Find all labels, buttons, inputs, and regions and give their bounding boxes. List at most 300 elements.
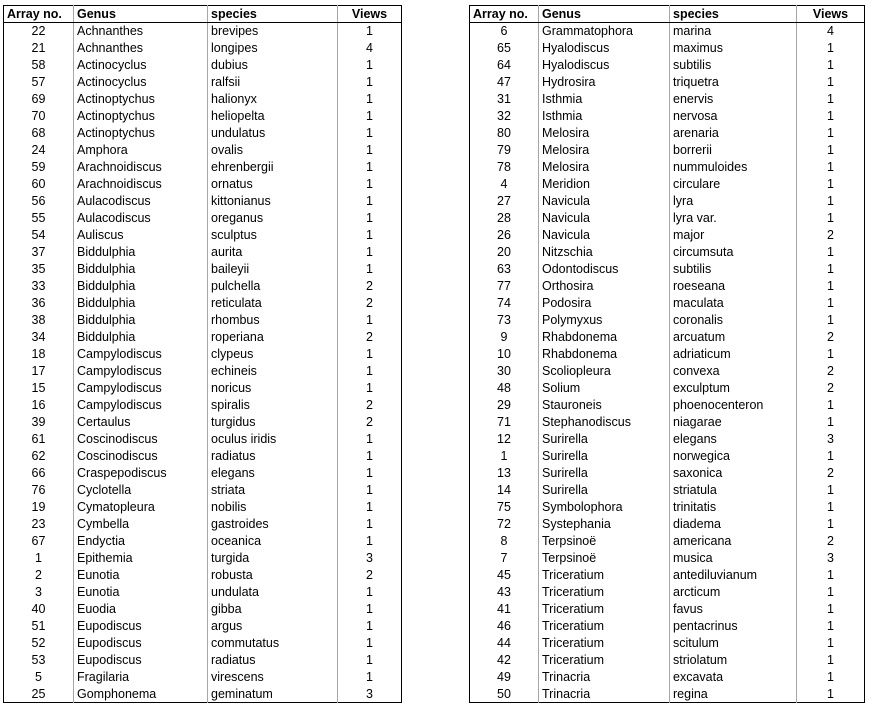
cell-views[interactable]: 1	[338, 482, 402, 499]
cell-views[interactable]: 2	[797, 380, 865, 397]
cell-species[interactable]: echineis	[208, 363, 338, 380]
cell-views[interactable]: 2	[338, 329, 402, 346]
cell-array-no[interactable]: 18	[31, 347, 46, 361]
cell-species[interactable]: elegans	[670, 431, 797, 448]
cell-array-no[interactable]: 22	[31, 24, 46, 39]
cell-genus[interactable]: Navicula	[539, 193, 670, 210]
cell-genus[interactable]: Surirella	[539, 482, 670, 499]
cell-array-no[interactable]: 23	[31, 517, 46, 531]
cell-species[interactable]: longipes	[208, 40, 338, 57]
cell-views[interactable]: 1	[338, 227, 402, 244]
cell-array-no[interactable]: 1	[35, 551, 42, 565]
cell-array-no[interactable]: 53	[31, 653, 46, 667]
cell-array-no[interactable]: 29	[497, 398, 511, 412]
cell-species[interactable]: oculus iridis	[208, 431, 338, 448]
cell-views[interactable]: 1	[338, 516, 402, 533]
cell-genus[interactable]: Arachnoidiscus	[74, 176, 208, 193]
cell-species[interactable]: ehrenbergii	[208, 159, 338, 176]
cell-genus[interactable]: Endyctia	[74, 533, 208, 550]
cell-array-no[interactable]: 59	[31, 160, 46, 174]
cell-views[interactable]: 1	[338, 193, 402, 210]
cell-species[interactable]: phoenocenteron	[670, 397, 797, 414]
cell-array-no[interactable]: 14	[497, 483, 511, 497]
cell-species[interactable]: enervis	[670, 91, 797, 108]
cell-species[interactable]: roeseana	[670, 278, 797, 295]
cell-views[interactable]: 1	[797, 346, 865, 363]
cell-genus[interactable]: Campylodiscus	[74, 397, 208, 414]
cell-views[interactable]: 1	[797, 635, 865, 652]
cell-species[interactable]: nummuloides	[670, 159, 797, 176]
cell-species[interactable]: borrerii	[670, 142, 797, 159]
cell-species[interactable]: favus	[670, 601, 797, 618]
cell-views[interactable]: 1	[338, 74, 402, 91]
cell-array-no[interactable]: 25	[31, 686, 46, 701]
cell-views[interactable]: 3	[797, 550, 865, 567]
cell-species[interactable]: elegans	[208, 465, 338, 482]
cell-views[interactable]: 1	[338, 91, 402, 108]
cell-species[interactable]: striata	[208, 482, 338, 499]
cell-views[interactable]: 1	[338, 448, 402, 465]
cell-array-no[interactable]: 45	[497, 568, 511, 582]
cell-views[interactable]: 1	[797, 397, 865, 414]
cell-species[interactable]: kittonianus	[208, 193, 338, 210]
cell-array-no[interactable]: 30	[497, 364, 511, 378]
cell-views[interactable]: 1	[338, 346, 402, 363]
cell-views[interactable]: 1	[338, 159, 402, 176]
cell-array-no[interactable]: 21	[31, 41, 46, 55]
cell-array-no[interactable]: 32	[497, 109, 511, 123]
cell-species[interactable]: noricus	[208, 380, 338, 397]
cell-genus[interactable]: Rhabdonema	[539, 346, 670, 363]
cell-genus[interactable]: Stauroneis	[539, 397, 670, 414]
cell-species[interactable]: oreganus	[208, 210, 338, 227]
cell-array-no[interactable]: 6	[500, 24, 508, 39]
cell-genus[interactable]: Cymatopleura	[74, 499, 208, 516]
cell-genus[interactable]: Melosira	[539, 125, 670, 142]
cell-views[interactable]: 1	[797, 669, 865, 686]
cell-array-no[interactable]: 28	[497, 211, 511, 225]
cell-array-no[interactable]: 78	[497, 160, 511, 174]
cell-array-no[interactable]: 77	[497, 279, 511, 293]
cell-species[interactable]: trinitatis	[670, 499, 797, 516]
cell-genus[interactable]: Cymbella	[74, 516, 208, 533]
cell-genus[interactable]: Symbolophora	[539, 499, 670, 516]
cell-array-no[interactable]: 61	[31, 432, 46, 446]
cell-genus[interactable]: Biddulphia	[74, 295, 208, 312]
cell-species[interactable]: coronalis	[670, 312, 797, 329]
cell-species[interactable]: heliopelta	[208, 108, 338, 125]
cell-species[interactable]: musica	[670, 550, 797, 567]
cell-species[interactable]: convexa	[670, 363, 797, 380]
cell-genus[interactable]: Gomphonema	[74, 686, 208, 703]
cell-species[interactable]: niagarae	[670, 414, 797, 431]
header-species[interactable]: species	[208, 6, 338, 23]
cell-species[interactable]: arenaria	[670, 125, 797, 142]
cell-views[interactable]: 2	[338, 567, 402, 584]
cell-species[interactable]: gibba	[208, 601, 338, 618]
cell-array-no[interactable]: 79	[497, 143, 511, 157]
cell-views[interactable]: 1	[338, 142, 402, 159]
cell-genus[interactable]: Melosira	[539, 142, 670, 159]
cell-species[interactable]: clypeus	[208, 346, 338, 363]
cell-genus[interactable]: Campylodiscus	[74, 346, 208, 363]
cell-array-no[interactable]: 72	[497, 517, 511, 531]
cell-views[interactable]: 1	[338, 499, 402, 516]
cell-genus[interactable]: Meridion	[539, 176, 670, 193]
cell-views[interactable]: 3	[338, 550, 402, 567]
cell-array-no[interactable]: 55	[31, 211, 46, 225]
cell-views[interactable]: 2	[338, 397, 402, 414]
header-genus[interactable]: Genus	[539, 6, 670, 23]
cell-species[interactable]: rhombus	[208, 312, 338, 329]
cell-genus[interactable]: Biddulphia	[74, 244, 208, 261]
cell-views[interactable]: 1	[338, 669, 402, 686]
cell-array-no[interactable]: 3	[35, 585, 42, 599]
cell-views[interactable]: 1	[797, 244, 865, 261]
cell-genus[interactable]: Campylodiscus	[74, 380, 208, 397]
cell-array-no[interactable]: 80	[497, 126, 511, 140]
cell-genus[interactable]: Aulacodiscus	[74, 210, 208, 227]
cell-species[interactable]: oceanica	[208, 533, 338, 550]
cell-species[interactable]: exculptum	[670, 380, 797, 397]
cell-views[interactable]: 1	[338, 601, 402, 618]
cell-array-no[interactable]: 54	[31, 228, 46, 242]
cell-species[interactable]: ralfsii	[208, 74, 338, 91]
cell-species[interactable]: brevipes	[208, 23, 338, 40]
header-views[interactable]: Views	[338, 6, 402, 23]
cell-genus[interactable]: Actinocyclus	[74, 74, 208, 91]
cell-species[interactable]: americana	[670, 533, 797, 550]
cell-array-no[interactable]: 49	[497, 670, 511, 684]
cell-views[interactable]: 1	[338, 635, 402, 652]
cell-species[interactable]: pulchella	[208, 278, 338, 295]
cell-genus[interactable]: Arachnoidiscus	[74, 159, 208, 176]
cell-genus[interactable]: Isthmia	[539, 91, 670, 108]
cell-views[interactable]: 1	[797, 686, 865, 703]
cell-views[interactable]: 1	[797, 210, 865, 227]
cell-species[interactable]: subtilis	[670, 261, 797, 278]
cell-views[interactable]: 1	[797, 448, 865, 465]
cell-species[interactable]: striolatum	[670, 652, 797, 669]
cell-array-no[interactable]: 75	[497, 500, 511, 514]
cell-species[interactable]: radiatus	[208, 448, 338, 465]
cell-genus[interactable]: Triceratium	[539, 652, 670, 669]
cell-array-no[interactable]: 8	[500, 534, 508, 548]
cell-views[interactable]: 1	[797, 193, 865, 210]
cell-genus[interactable]: Craspepodiscus	[74, 465, 208, 482]
cell-genus[interactable]: Biddulphia	[74, 278, 208, 295]
cell-views[interactable]: 2	[797, 465, 865, 482]
cell-array-no[interactable]: 12	[497, 432, 511, 446]
cell-array-no[interactable]: 5	[35, 670, 42, 684]
cell-genus[interactable]: Eupodiscus	[74, 652, 208, 669]
cell-genus[interactable]: Terpsinoë	[539, 550, 670, 567]
cell-array-no[interactable]: 62	[31, 449, 46, 463]
cell-species[interactable]: antediluvianum	[670, 567, 797, 584]
cell-views[interactable]: 4	[797, 23, 865, 40]
cell-species[interactable]: adriaticum	[670, 346, 797, 363]
cell-genus[interactable]: Surirella	[539, 465, 670, 482]
cell-array-no[interactable]: 48	[497, 381, 511, 395]
cell-species[interactable]: gastroides	[208, 516, 338, 533]
cell-views[interactable]: 1	[797, 261, 865, 278]
cell-genus[interactable]: Coscinodiscus	[74, 431, 208, 448]
cell-views[interactable]: 1	[797, 159, 865, 176]
cell-array-no[interactable]: 27	[497, 194, 511, 208]
cell-views[interactable]: 1	[797, 57, 865, 74]
cell-species[interactable]: turgidus	[208, 414, 338, 431]
cell-views[interactable]: 1	[797, 108, 865, 125]
cell-species[interactable]: triquetra	[670, 74, 797, 91]
cell-views[interactable]: 1	[797, 516, 865, 533]
cell-genus[interactable]: Systephania	[539, 516, 670, 533]
cell-species[interactable]: scitulum	[670, 635, 797, 652]
cell-views[interactable]: 2	[797, 329, 865, 346]
cell-array-no[interactable]: 34	[31, 330, 46, 344]
cell-array-no[interactable]: 24	[31, 143, 46, 157]
cell-views[interactable]: 1	[797, 601, 865, 618]
cell-species[interactable]: baileyii	[208, 261, 338, 278]
cell-genus[interactable]: Navicula	[539, 210, 670, 227]
cell-array-no[interactable]: 2	[35, 568, 42, 582]
cell-genus[interactable]: Nitzschia	[539, 244, 670, 261]
cell-genus[interactable]: Rhabdonema	[539, 329, 670, 346]
cell-genus[interactable]: Campylodiscus	[74, 363, 208, 380]
cell-genus[interactable]: Aulacodiscus	[74, 193, 208, 210]
cell-genus[interactable]: Podosira	[539, 295, 670, 312]
cell-views[interactable]: 2	[338, 414, 402, 431]
cell-array-no[interactable]: 65	[497, 41, 511, 55]
cell-views[interactable]: 2	[338, 278, 402, 295]
cell-genus[interactable]: Actinoptychus	[74, 108, 208, 125]
cell-views[interactable]: 2	[338, 295, 402, 312]
cell-species[interactable]: sculptus	[208, 227, 338, 244]
cell-genus[interactable]: Navicula	[539, 227, 670, 244]
cell-genus[interactable]: Surirella	[539, 431, 670, 448]
cell-genus[interactable]: Eupodiscus	[74, 618, 208, 635]
cell-views[interactable]: 1	[797, 295, 865, 312]
cell-genus[interactable]: Scoliopleura	[539, 363, 670, 380]
cell-array-no[interactable]: 63	[497, 262, 511, 276]
cell-genus[interactable]: Coscinodiscus	[74, 448, 208, 465]
cell-species[interactable]: saxonica	[670, 465, 797, 482]
cell-species[interactable]: reticulata	[208, 295, 338, 312]
cell-views[interactable]: 1	[338, 23, 402, 40]
cell-species[interactable]: arcticum	[670, 584, 797, 601]
cell-views[interactable]: 1	[797, 414, 865, 431]
cell-species[interactable]: ovalis	[208, 142, 338, 159]
header-array-no[interactable]: Array no.	[470, 6, 539, 23]
cell-array-no[interactable]: 26	[497, 228, 511, 242]
cell-array-no[interactable]: 33	[31, 279, 46, 293]
cell-species[interactable]: major	[670, 227, 797, 244]
cell-views[interactable]: 2	[797, 363, 865, 380]
cell-views[interactable]: 2	[797, 227, 865, 244]
cell-views[interactable]: 1	[797, 499, 865, 516]
cell-genus[interactable]: Biddulphia	[74, 329, 208, 346]
cell-genus[interactable]: Actinoptychus	[74, 125, 208, 142]
cell-genus[interactable]: Polymyxus	[539, 312, 670, 329]
cell-species[interactable]: lyra var.	[670, 210, 797, 227]
cell-array-no[interactable]: 40	[31, 602, 46, 616]
cell-array-no[interactable]: 52	[31, 636, 46, 650]
cell-genus[interactable]: Isthmia	[539, 108, 670, 125]
cell-array-no[interactable]: 7	[500, 551, 508, 565]
cell-array-no[interactable]: 64	[497, 58, 511, 72]
cell-genus[interactable]: Hyalodiscus	[539, 57, 670, 74]
cell-views[interactable]: 1	[338, 584, 402, 601]
cell-species[interactable]: aurita	[208, 244, 338, 261]
cell-genus[interactable]: Triceratium	[539, 567, 670, 584]
cell-species[interactable]: circulare	[670, 176, 797, 193]
cell-array-no[interactable]: 16	[31, 398, 46, 412]
cell-species[interactable]: turgida	[208, 550, 338, 567]
cell-species[interactable]: marina	[670, 23, 797, 40]
cell-array-no[interactable]: 76	[31, 483, 46, 497]
cell-views[interactable]: 1	[797, 142, 865, 159]
cell-genus[interactable]: Auliscus	[74, 227, 208, 244]
cell-array-no[interactable]: 38	[31, 313, 46, 327]
cell-views[interactable]: 1	[797, 652, 865, 669]
cell-genus[interactable]: Odontodiscus	[539, 261, 670, 278]
cell-array-no[interactable]: 41	[497, 602, 511, 616]
cell-array-no[interactable]: 57	[31, 75, 46, 89]
cell-views[interactable]: 1	[797, 74, 865, 91]
cell-species[interactable]: robusta	[208, 567, 338, 584]
cell-views[interactable]: 1	[797, 567, 865, 584]
cell-views[interactable]: 1	[338, 261, 402, 278]
cell-array-no[interactable]: 70	[31, 109, 46, 123]
cell-genus[interactable]: Triceratium	[539, 601, 670, 618]
cell-genus[interactable]: Biddulphia	[74, 261, 208, 278]
cell-array-no[interactable]: 37	[31, 245, 46, 259]
cell-views[interactable]: 1	[338, 312, 402, 329]
cell-species[interactable]: roperiana	[208, 329, 338, 346]
cell-array-no[interactable]: 36	[31, 296, 46, 310]
header-views[interactable]: Views	[797, 6, 865, 23]
cell-array-no[interactable]: 9	[500, 330, 508, 344]
cell-array-no[interactable]: 4	[500, 177, 508, 191]
cell-genus[interactable]: Euodia	[74, 601, 208, 618]
cell-genus[interactable]: Grammatophora	[539, 23, 670, 40]
cell-genus[interactable]: Actinocyclus	[74, 57, 208, 74]
cell-views[interactable]: 3	[338, 686, 402, 703]
cell-species[interactable]: maximus	[670, 40, 797, 57]
cell-views[interactable]: 1	[797, 91, 865, 108]
cell-species[interactable]: nobilis	[208, 499, 338, 516]
cell-species[interactable]: undulatus	[208, 125, 338, 142]
cell-species[interactable]: undulata	[208, 584, 338, 601]
cell-views[interactable]: 2	[797, 533, 865, 550]
cell-views[interactable]: 1	[338, 652, 402, 669]
cell-species[interactable]: diadema	[670, 516, 797, 533]
cell-array-no[interactable]: 17	[31, 364, 46, 378]
cell-genus[interactable]: Triceratium	[539, 618, 670, 635]
header-array-no[interactable]: Array no.	[4, 6, 74, 23]
cell-genus[interactable]: Biddulphia	[74, 312, 208, 329]
cell-array-no[interactable]: 68	[31, 126, 46, 140]
cell-genus[interactable]: Cyclotella	[74, 482, 208, 499]
cell-views[interactable]: 1	[797, 125, 865, 142]
cell-species[interactable]: norwegica	[670, 448, 797, 465]
cell-array-no[interactable]: 39	[31, 415, 46, 429]
cell-views[interactable]: 1	[797, 584, 865, 601]
cell-genus[interactable]: Orthosira	[539, 278, 670, 295]
cell-array-no[interactable]: 74	[497, 296, 511, 310]
cell-species[interactable]: ornatus	[208, 176, 338, 193]
cell-views[interactable]: 1	[338, 244, 402, 261]
cell-species[interactable]: regina	[670, 686, 797, 703]
cell-views[interactable]: 1	[338, 363, 402, 380]
cell-array-no[interactable]: 42	[497, 653, 511, 667]
cell-species[interactable]: lyra	[670, 193, 797, 210]
cell-array-no[interactable]: 19	[31, 500, 46, 514]
cell-array-no[interactable]: 71	[497, 415, 511, 429]
cell-views[interactable]: 1	[338, 57, 402, 74]
cell-species[interactable]: maculata	[670, 295, 797, 312]
cell-array-no[interactable]: 58	[31, 58, 46, 72]
cell-views[interactable]: 1	[338, 618, 402, 635]
cell-genus[interactable]: Eunotia	[74, 584, 208, 601]
cell-array-no[interactable]: 51	[31, 619, 46, 633]
cell-genus[interactable]: Epithemia	[74, 550, 208, 567]
cell-views[interactable]: 1	[338, 465, 402, 482]
cell-genus[interactable]: Eunotia	[74, 567, 208, 584]
cell-species[interactable]: circumsuta	[670, 244, 797, 261]
cell-array-no[interactable]: 31	[497, 92, 511, 106]
cell-array-no[interactable]: 66	[31, 466, 46, 480]
cell-species[interactable]: pentacrinus	[670, 618, 797, 635]
cell-genus[interactable]: Trinacria	[539, 669, 670, 686]
cell-species[interactable]: striatula	[670, 482, 797, 499]
cell-genus[interactable]: Achnanthes	[74, 23, 208, 40]
cell-genus[interactable]: Achnanthes	[74, 40, 208, 57]
cell-genus[interactable]: Terpsinoë	[539, 533, 670, 550]
cell-genus[interactable]: Surirella	[539, 448, 670, 465]
cell-array-no[interactable]: 43	[497, 585, 511, 599]
cell-array-no[interactable]: 46	[497, 619, 511, 633]
cell-array-no[interactable]: 50	[497, 686, 511, 701]
cell-species[interactable]: spiralis	[208, 397, 338, 414]
cell-species[interactable]: geminatum	[208, 686, 338, 703]
cell-genus[interactable]: Actinoptychus	[74, 91, 208, 108]
cell-views[interactable]: 1	[338, 125, 402, 142]
cell-views[interactable]: 1	[338, 380, 402, 397]
cell-views[interactable]: 1	[797, 618, 865, 635]
cell-array-no[interactable]: 47	[497, 75, 511, 89]
header-genus[interactable]: Genus	[74, 6, 208, 23]
cell-array-no[interactable]: 1	[500, 449, 508, 463]
cell-views[interactable]: 1	[338, 431, 402, 448]
cell-species[interactable]: excavata	[670, 669, 797, 686]
cell-species[interactable]: virescens	[208, 669, 338, 686]
cell-species[interactable]: radiatus	[208, 652, 338, 669]
cell-genus[interactable]: Stephanodiscus	[539, 414, 670, 431]
cell-genus[interactable]: Hydrosira	[539, 74, 670, 91]
cell-array-no[interactable]: 35	[31, 262, 46, 276]
cell-species[interactable]: dubius	[208, 57, 338, 74]
cell-species[interactable]: halionyx	[208, 91, 338, 108]
cell-species[interactable]: subtilis	[670, 57, 797, 74]
cell-array-no[interactable]: 60	[31, 177, 46, 191]
cell-genus[interactable]: Fragilaria	[74, 669, 208, 686]
cell-species[interactable]: commutatus	[208, 635, 338, 652]
cell-views[interactable]: 1	[797, 278, 865, 295]
cell-genus[interactable]: Melosira	[539, 159, 670, 176]
cell-views[interactable]: 1	[797, 176, 865, 193]
cell-views[interactable]: 1	[797, 40, 865, 57]
cell-genus[interactable]: Certaulus	[74, 414, 208, 431]
